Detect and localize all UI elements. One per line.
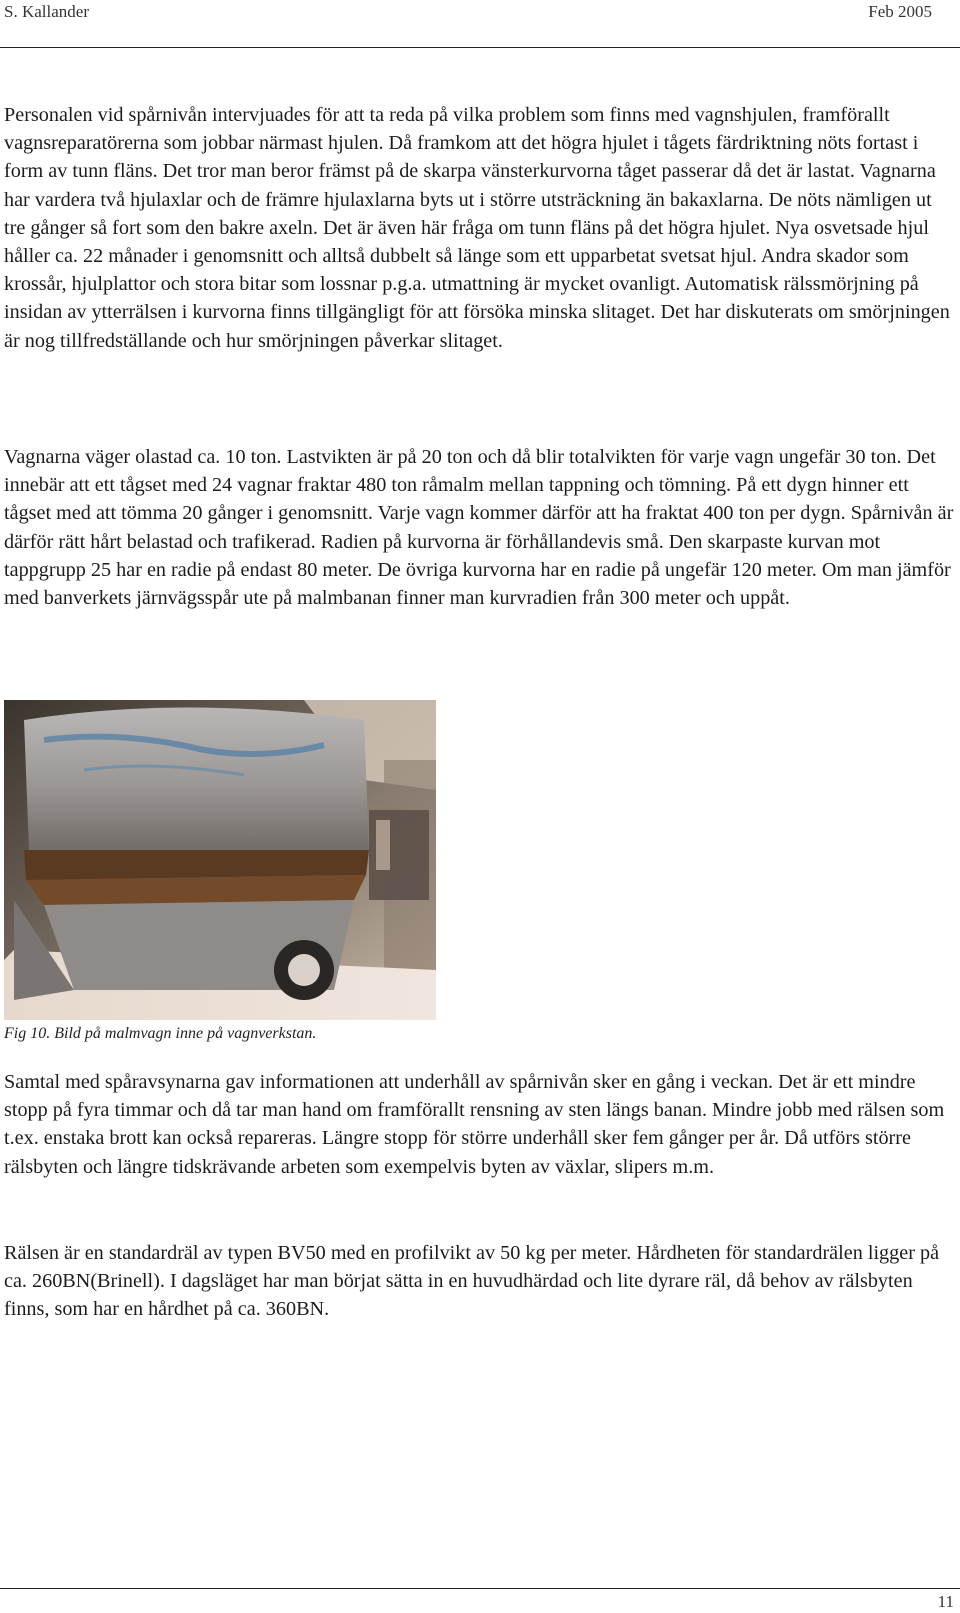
paragraph-wagon-load: Vagnarna väger olastad ca. 10 ton. Lastvikten är på 20 ton och då blir totalvikten för varje vagn ungefär 30 ton. Det innebär att ett tågset med 24 vagnar fraktar 480 ton råmalm mellan tappning och tömning. På ett dygn hinner ett tågset med att tömma 20 gånger i genomsnitt. Varje vagn kommer därför att ha fraktat 400 ton per dygn. Spårnivån är därför rätt hårt belastad och trafikerad. Radien på kurvorna är förhållandevis små. Den skarpaste kurvan mot tappgrupp 25 har en radie på endast 80 meter. De övriga kurvorna har en radie på ungefär 120 meter. Om man jämför med banverkets järnvägsspår ute på malmbanan finner man kurvradien från 300 meter och uppåt. xyxy=(4,446,954,610)
header-author: S. Kallander xyxy=(4,2,89,21)
figure-caption: Fig 10. Bild på malmvagn inne på vagnverkstan. xyxy=(4,1025,317,1042)
page-header xyxy=(0,0,960,48)
paragraph-track-maintenance: Samtal med spåravsynarna gav informationen att underhåll av spårnivån sker en gång i veckan. Det är ett mindre stopp på fyra timmar och då tar man hand om framförallt rensning av sten längs banan. Mindre jobb med rälsen som t.ex. enstaka brott kan också repareras. Längre stopp för större underhåll sker fem gånger per år. Då utförs större rälsbyten och längre tidskrävande arbeten som exempelvis byten av växlar, slipers m.m. xyxy=(4,1071,945,1178)
paragraph-rail-spec: Rälsen är en standardräl av typen BV50 med en profilvikt av 50 kg per meter. Hårdheten för standardrälen ligger på ca. 260BN(Brinell). I dagsläget har man börjat sätta in en huvudhärdad och lite dyrare räl, då behov av rälsbyten finns, som har en hårdhet på ca. 360BN. xyxy=(4,1242,940,1321)
page-number: 11 xyxy=(937,1592,954,1611)
paragraph-wheel-wear: Personalen vid spårnivån intervjuades för att ta reda på vilka problem som finns med vagnshjulen, framförallt vagnsreparatörerna som jobbar närmast hjulen. Då framkom att det högra hjulet i tågets färdriktning nöts fortast i form av tunn fläns. Det tror man beror främst på de skarpa vänsterkurvorna tåget passerar då det är lastat. Vagnarna har vardera två hjulaxlar och de främre hjulaxlarna byts ut i större utsträckning än bakaxlarna. De nöts nämligen ut tre gånger så fort som den bakre axeln. Det är även här fråga om tunn fläns på det högra hjulet. Nya osvetsade hjul håller ca. 22 månader i genomsnitt och alltså dubbelt så länge som ett upparbetat svetsat hjul. Andra skador som krossår, hjulplattor och stora bitar som lossnar p.g.a. utmattning är mycket ovanligt. Automatisk rälssmörjning på insidan av ytterrälsen i kurvorna finns tillgängligt för att försöka minska slitaget. Det har diskuterats om smörjningen är nog tillfredställande och hur smörjningen påverkar slitaget. xyxy=(4,104,950,352)
footer-rule xyxy=(0,1588,960,1589)
header-date: Feb 2005 xyxy=(868,2,932,21)
ore-wagon-photo xyxy=(4,700,436,1020)
header-rule xyxy=(0,47,960,48)
page-footer xyxy=(0,1588,960,1613)
